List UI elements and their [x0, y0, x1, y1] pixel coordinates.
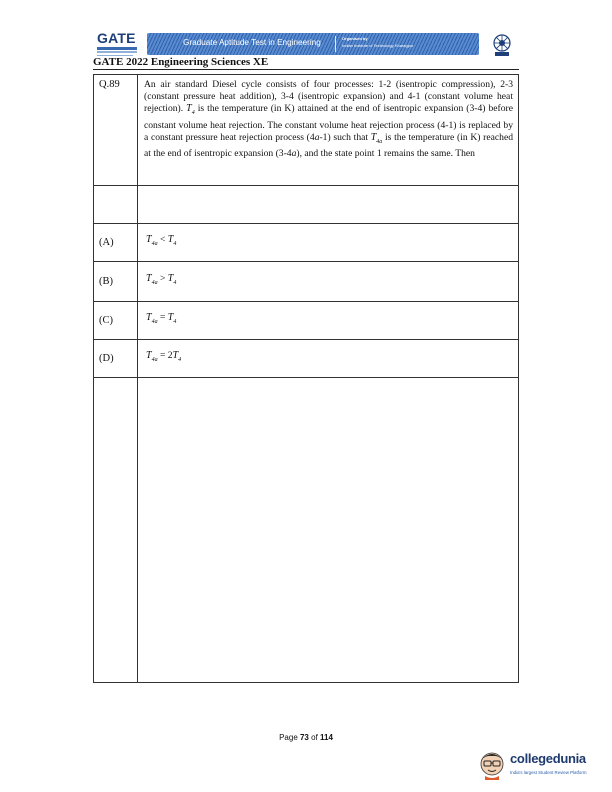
option-row-d	[94, 340, 519, 378]
brand-tagline: India's largest Student Review Platform	[510, 770, 587, 775]
option-label: (D)	[94, 340, 138, 378]
page-number: 73	[299, 733, 309, 742]
blank-row	[94, 186, 519, 224]
option-label: (C)	[94, 302, 138, 340]
option-label: (B)	[94, 262, 138, 302]
organizer-name: Indian Institute of Technology Kharagpur	[342, 43, 414, 48]
gate-logo-text: GATE	[97, 30, 136, 46]
var-t4: $T_4$	[186, 103, 195, 117]
page-footer: Page 73 of 114	[279, 733, 333, 742]
option-a-expression: $T_{4a} < T_4$	[138, 224, 519, 262]
option-d-expression: $T_{4a} = 2T_4$	[138, 340, 519, 378]
student-mascot-icon	[476, 746, 508, 780]
option-row-a	[94, 224, 519, 262]
organized-by-label: Organised by	[342, 36, 368, 41]
option-c-expression: $T_{4a} = T_4$	[138, 302, 519, 340]
option-row-c	[94, 302, 519, 340]
var-t4a: $T_{4a}$	[370, 131, 383, 145]
option-b-expression: $T_{4a} > T_4$	[138, 262, 519, 302]
brand-name: collegedunia	[510, 751, 586, 766]
subject-title: GATE 2022 Engineering Sciences XE	[93, 56, 269, 68]
banner-title: Graduate Aptitude Test in Engineering	[183, 38, 321, 47]
answer-space-row	[94, 378, 519, 683]
question-table	[93, 74, 519, 683]
page-total: 114	[320, 733, 333, 742]
question-text: An air standard Diesel cycle consists of four processes: 1-2 (isentropic compression), 2-3 (constant pressure heat addition), 3-4 (isentropic expansion) and 4-1 (constant volume heat rejection). $T_4$ is the temperature (in K) attained at the end of isentropic expansion (3-4) before constant volume heat rejection. The constant volume heat rejection process (4-1) is replaced by a constant pressure heat rejection process (4a-1) such that $T_{4a}$ is the temperature (in K) reached at the end of isentropic expansion (3-4a), and the state point 1 remains the same. Then	[138, 75, 519, 186]
header-divider	[93, 69, 519, 70]
option-row-b	[94, 262, 519, 302]
header-banner	[147, 33, 479, 55]
question-row	[94, 75, 519, 186]
collegedunia-watermark	[476, 744, 608, 784]
iit-emblem-icon	[491, 33, 513, 57]
option-label: (A)	[94, 224, 138, 262]
question-number: Q.89	[94, 75, 138, 186]
